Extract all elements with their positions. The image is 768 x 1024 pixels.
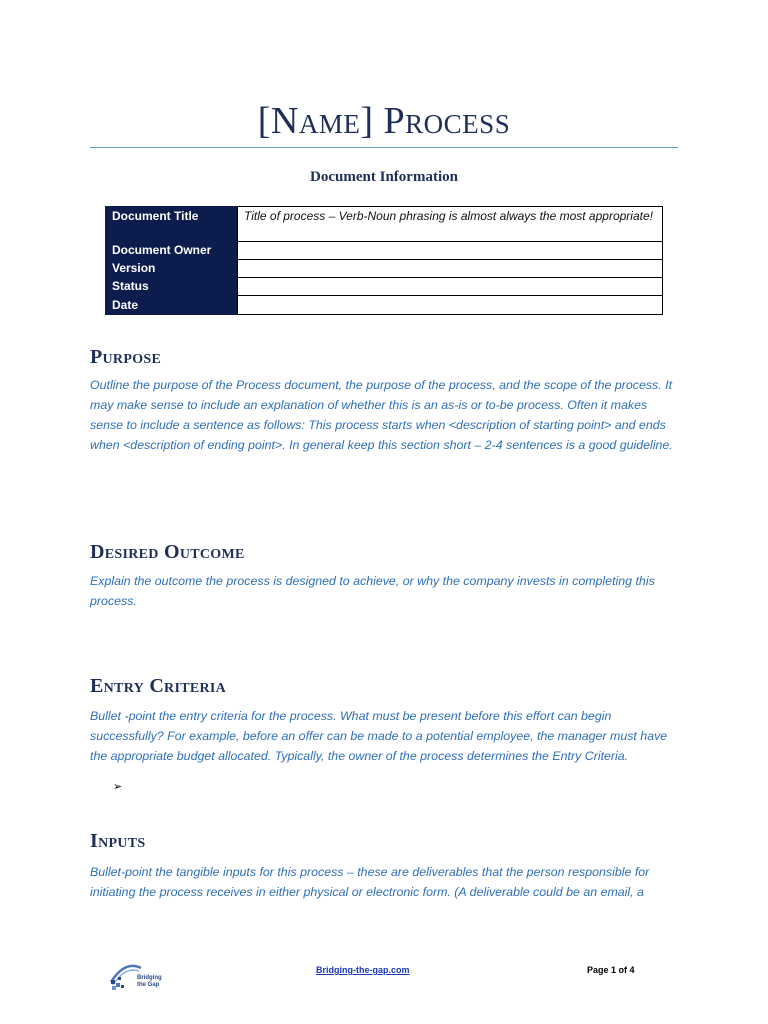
page-title: [Name] Process <box>257 100 511 142</box>
desired-outcome-heading: Desired Outcome <box>90 541 245 563</box>
row-label: Date <box>106 296 238 315</box>
version-value[interactable] <box>238 260 663 278</box>
arrow-bullet-icon: ➢ <box>113 781 123 793</box>
inputs-heading: Inputs <box>90 830 146 852</box>
row-label: Version <box>106 260 238 278</box>
page-number: Page 1 of 4 <box>587 965 635 975</box>
row-label: Document Title <box>106 207 238 242</box>
table-row <box>106 207 663 242</box>
footer-website-link[interactable]: Bridging-the-gap.com <box>316 965 410 975</box>
status-value[interactable] <box>238 278 663 296</box>
document-information-heading: Document Information <box>310 169 458 185</box>
desired-outcome-body: Explain the outcome the process is designed to achieve, or why the company invests in completing this process. <box>90 574 655 608</box>
document-owner-value[interactable] <box>238 242 663 260</box>
row-label: Document Owner <box>106 242 238 260</box>
document-title-value[interactable]: Title of process – Verb-Noun phrasing is almost always the most appropriate! <box>238 207 663 242</box>
entry-criteria-body: Bullet -point the entry criteria for the process. What must be present before this effort can begin successfully? For example, before an offer can be made to a potential employee, the manager must have the appropriate budget allocated. Typically, the owner of the process determines the Entry Criteria. <box>90 709 668 763</box>
document-information-table <box>105 206 663 315</box>
table-row <box>106 242 663 260</box>
purpose-heading: Purpose <box>90 346 162 368</box>
table-row <box>106 296 663 315</box>
title-divider <box>90 147 678 148</box>
purpose-body: Outline the purpose of the Process document, the purpose of the process, and the scope of the process. It may make sense to include an explanation of whether this is an as-is or to-be process. Often it makes sense to include a sentence as follows: This process starts when <description of starting point> and ends when <description of ending point>. In general keep this section short – 2-4 sentences is a good guideline. <box>90 378 673 452</box>
date-value[interactable] <box>238 296 663 315</box>
table-row <box>106 278 663 296</box>
entry-criteria-heading: Entry Criteria <box>90 675 227 697</box>
logo-text-line1: Bridging <box>137 975 162 981</box>
row-label: Status <box>106 278 238 296</box>
logo-text-line2: the Gap <box>137 982 160 988</box>
inputs-body: Bullet-point the tangible inputs for this process – these are deliverables that the person responsible for initiating the process receives in either physical or electronic form. (A deliverable could be an email, a <box>90 865 650 899</box>
bridging-the-gap-logo <box>107 958 167 994</box>
table-row <box>106 260 663 278</box>
